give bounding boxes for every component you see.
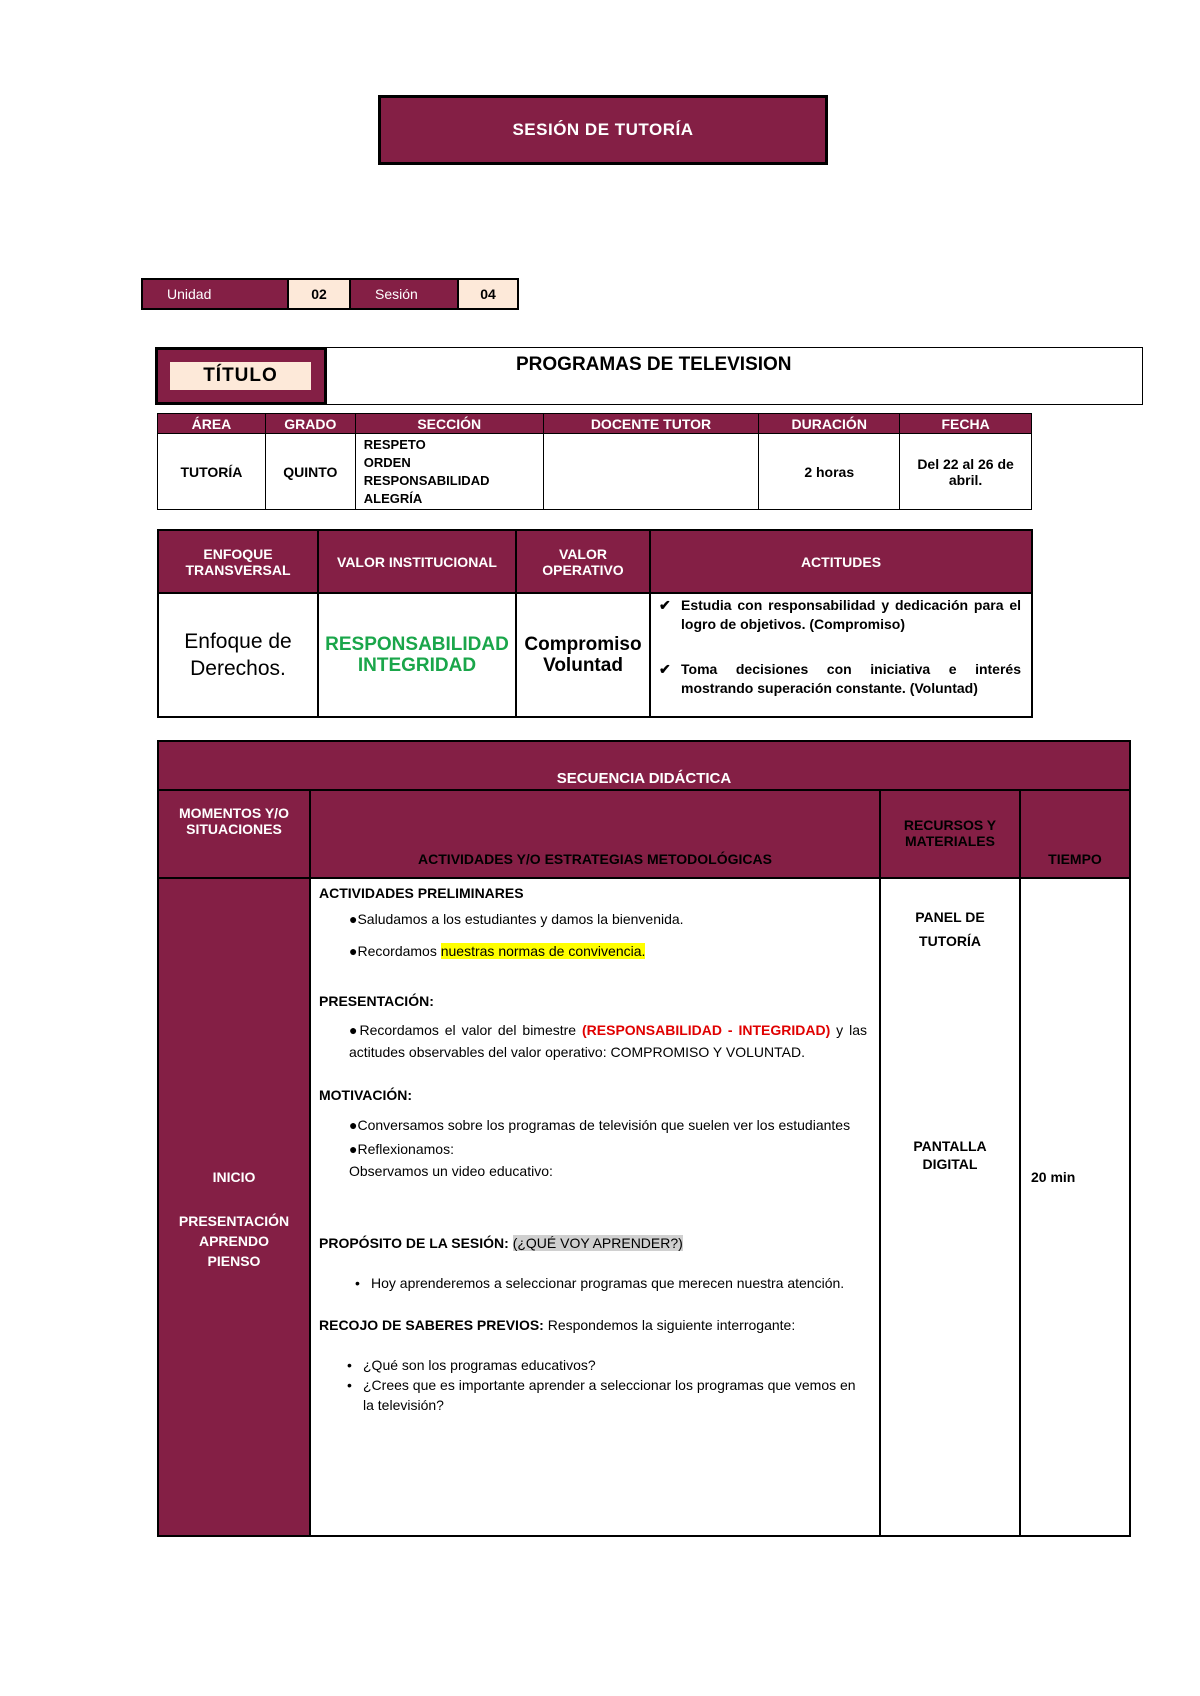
- actitud-text: Toma decisiones con iniciativa e interés mostrando superación constante. (Voluntad): [681, 661, 1021, 696]
- header-valor-institucional: VALOR INSTITUCIONAL: [318, 530, 516, 593]
- bullet-icon: ●: [349, 911, 358, 927]
- presentacion-item: [319, 1019, 867, 1063]
- header-enfoque: ENFOQUE TRANSVERSAL: [158, 530, 318, 593]
- proposito-title: PROPÓSITO DE LA SESIÓN:: [319, 1235, 513, 1251]
- header-duracion: DURACIÓN: [759, 414, 900, 434]
- prelim-title: ACTIVIDADES PRELIMINARES: [319, 885, 524, 901]
- momento-line: APRENDO: [198, 1233, 269, 1249]
- seccion-item: ORDEN: [363, 454, 411, 470]
- valor-institucional-item: RESPONSABILIDAD: [325, 634, 509, 655]
- recojo-title: RECOJO DE SABERES PREVIOS:: [319, 1317, 544, 1333]
- check-icon: ✔: [659, 661, 671, 677]
- header-recursos: RECURSOS Y MATERIALES: [880, 790, 1020, 878]
- header-seccion: SECCIÓN: [355, 414, 543, 434]
- motivacion-text: Observamos un video educativo:: [349, 1163, 553, 1179]
- page-title-text: SESIÓN DE TUTORÍA: [512, 120, 694, 139]
- prelim-text: Recordamos: [357, 943, 441, 959]
- bullet-icon: •: [347, 1357, 352, 1373]
- bullet-icon: ●: [349, 1022, 360, 1038]
- valor-operativo-item: Voluntad: [543, 655, 623, 676]
- sesion-value: 04: [457, 280, 517, 308]
- recursos-cell: [880, 878, 1020, 1536]
- motivacion-title: MOTIVACIÓN:: [319, 1087, 413, 1103]
- header-area: ÁREA: [158, 414, 266, 434]
- motivacion-item: [319, 1113, 867, 1137]
- header-actividades: ACTIVIDADES Y/O ESTRATEGIAS METODOLÓGICAS: [310, 790, 880, 878]
- bullet-icon: ●: [349, 943, 358, 959]
- recurso-panel: PANEL DE TUTORÍA: [915, 909, 985, 949]
- momento-cell: [158, 878, 310, 1536]
- sequence-title-row: [158, 741, 1130, 790]
- actitud-item: [659, 660, 1021, 698]
- prelim-item: [319, 909, 867, 929]
- header-docente: DOCENTE TUTOR: [543, 414, 759, 434]
- info-value-row: [158, 434, 1032, 510]
- recojo-text: Respondemos la siguiente interrogante:: [543, 1317, 796, 1333]
- header-valor-operativo: VALOR OPERATIVO: [516, 530, 650, 593]
- motivacion-text: Reflexionamos:: [357, 1141, 454, 1157]
- valor-operativo-value: [516, 593, 650, 717]
- docente-value: [543, 434, 759, 510]
- seccion-item: RESPONSABILIDAD: [363, 472, 490, 488]
- bullet-icon: •: [355, 1275, 360, 1291]
- normas-highlight: nuestras normas de convivencia.: [440, 943, 646, 959]
- enfoque-value: Enfoque de Derechos.: [158, 593, 318, 717]
- header-momentos: MOMENTOS Y/O SITUACIONES: [158, 790, 310, 878]
- sequence-title: SECUENCIA DIDÁCTICA: [158, 741, 1130, 790]
- duracion-value: 2 horas: [759, 434, 900, 510]
- proposito-item: [319, 1273, 867, 1293]
- titulo-label-box: [155, 347, 327, 405]
- unit-session-row: [141, 278, 519, 310]
- unidad-value: 02: [287, 280, 351, 308]
- proposito-text: Hoy aprenderemos a seleccionar programas que merecen nuestra atención.: [371, 1275, 845, 1291]
- info-table: [157, 413, 1032, 510]
- prelim-item: [319, 941, 867, 961]
- recojo-question: ¿Qué son los programas educativos?: [363, 1357, 596, 1373]
- sequence-header-row: [158, 790, 1130, 878]
- proposito-line: [319, 1233, 867, 1253]
- header-grado: GRADO: [265, 414, 355, 434]
- header-fecha: FECHA: [900, 414, 1032, 434]
- momento-line: PIENSO: [207, 1253, 261, 1269]
- valor-bimestre: (RESPONSABILIDAD - INTEGRIDAD): [582, 1022, 831, 1038]
- motivacion-item: [319, 1137, 867, 1161]
- presentacion-title: PRESENTACIÓN:: [319, 993, 434, 1009]
- presentacion-text: y las actitudes observables del valor operativo: COMPROMISO Y VOLUNTAD.: [349, 1022, 867, 1060]
- actitud-text: Estudia con responsabilidad y dedicación para el logro de objetivos. (Compromiso): [681, 597, 1021, 632]
- area-value: TUTORÍA: [158, 434, 266, 510]
- recurso-pantalla: PANTALLA DIGITAL: [913, 1138, 987, 1172]
- fecha-value: Del 22 al 26 de abril.: [900, 434, 1032, 510]
- recojo-question: ¿Crees que es importante aprender a seleccionar los programas que vemos en la televisión?: [363, 1377, 856, 1413]
- seccion-item: ALEGRÍA: [363, 490, 423, 506]
- session-title: PROGRAMAS DE TELEVISION: [326, 347, 1143, 405]
- sesion-label: Sesión: [351, 280, 457, 308]
- values-content-row: [158, 593, 1032, 717]
- momento-line: PRESENTACIÓN: [178, 1213, 290, 1229]
- valor-institucional-value: [318, 593, 516, 717]
- header-actitudes: ACTITUDES: [650, 530, 1032, 593]
- seccion-value: [355, 434, 543, 510]
- recojo-item: [319, 1355, 867, 1375]
- recojo-line: [319, 1315, 867, 1335]
- values-header-row: [158, 530, 1032, 593]
- info-header-row: [158, 414, 1032, 434]
- sequence-table: [157, 740, 1131, 1537]
- bullet-icon: ●: [349, 1141, 358, 1157]
- titulo-label: TÍTULO: [170, 362, 311, 390]
- recojo-item: [319, 1375, 867, 1415]
- grado-value: QUINTO: [265, 434, 355, 510]
- check-icon: ✔: [659, 597, 671, 613]
- valor-institucional-item: INTEGRIDAD: [357, 655, 477, 676]
- page-title: [378, 95, 828, 165]
- actitud-item: [659, 596, 1021, 634]
- momento-inicio: INICIO: [212, 1169, 256, 1185]
- seccion-item: RESPETO: [363, 436, 426, 452]
- presentacion-text: Recordamos el valor del bimestre: [359, 1022, 582, 1038]
- values-table: [157, 529, 1033, 718]
- actividades-cell: [310, 878, 880, 1536]
- inicio-row: [158, 878, 1130, 1536]
- bullet-icon: •: [347, 1377, 352, 1393]
- unidad-label: Unidad: [143, 280, 287, 308]
- bullet-icon: ●: [349, 1117, 358, 1133]
- prelim-text: Saludamos a los estudiantes y damos la bienvenida.: [357, 911, 684, 927]
- header-tiempo: TIEMPO: [1020, 790, 1130, 878]
- valor-operativo-item: Compromiso: [524, 634, 642, 655]
- motivacion-text: Conversamos sobre los programas de televisión que suelen ver los estudiantes: [357, 1117, 851, 1133]
- proposito-question: (¿QUÉ VOY APRENDER?): [512, 1235, 683, 1251]
- actitudes-value: [650, 593, 1032, 717]
- tiempo-value: 20 min: [1020, 878, 1130, 1536]
